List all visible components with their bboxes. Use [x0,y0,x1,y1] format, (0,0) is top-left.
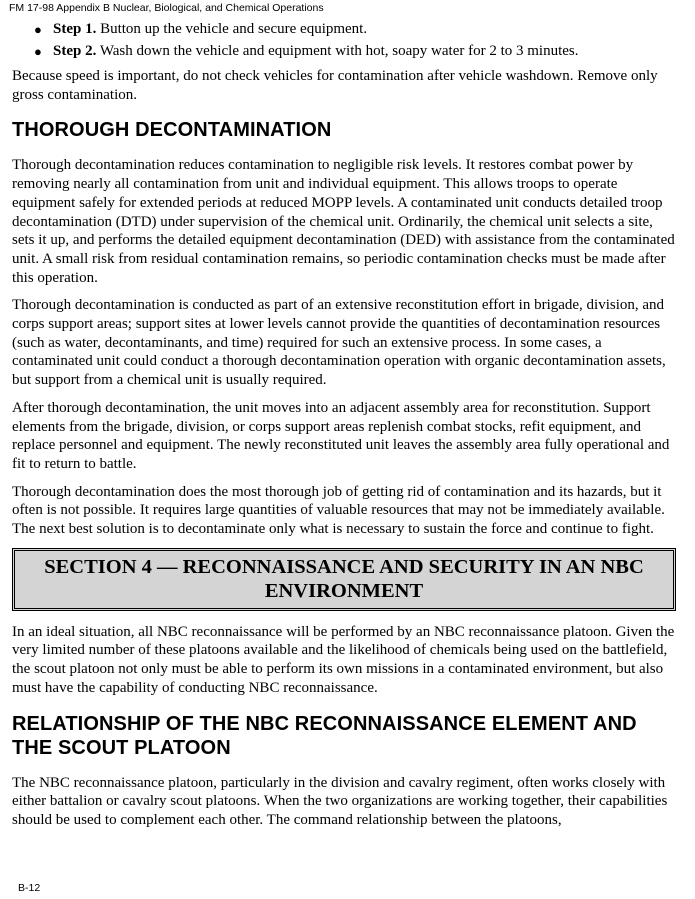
step-text: Wash down the vehicle and equipment with hot, soapy water for 2 to 3 minutes. [96,43,579,59]
step-list [12,20,676,61]
thorough-decon-heading: THOROUGH DECONTAMINATION [12,119,332,142]
paragraph: In an ideal situation, all NBC reconnaissance will be performed by an NBC reconnaissance platoon. Given the very limited number of these platoons available and the likelihood of chemicals being used on the battlefield, the scout platoon not only must be able to perform its own missions in a contaminated environment, but also must have the capability of conducting NBC reconnaissance. [12,623,675,696]
paragraph: Thorough decontamination does the most thorough job of getting rid of contamination and its hazards, but it often is not possible. It requires large quantities of valuable resources that may not be immediately available. The next best solution is to decontaminate only what is necessary to sustain the force and continue to fight. [12,483,665,538]
bullet-icon: ● [34,22,42,37]
list-item [12,20,676,39]
page-content [12,20,676,839]
paragraph: Thorough decontamination reduces contamination to negligible risk levels. It restores combat power by removing nearly all contamination from unit and individual equipment. This allows troops to operate equipment safely for extended periods at reduced MOPP levels. A contaminated unit conducts detailed troop decontamination (DTD) under supervision of the chemical unit. Ordinarily, the chemical unit selects a site, sets it up, and performs the detailed equipment decontamination (DED) with assistance from the contaminated unit. A small risk from residual contamination remains, so periodic contamination checks must be made after this operation. [12,157,675,286]
paragraph: Thorough decontamination is conducted as part of an extensive reconstitution effort in brigade, division, and corps support areas; support sites at lower levels cannot provide the quantities of decontamination resources (such as water, decontaminants, and time) required for such an extensive process. In some cases, a contaminated unit could conduct a thorough decontamination operation with organic decontamination assets, but support from a chemical unit is usually required. [12,297,666,389]
bullet-icon: ● [34,44,42,59]
running-header: FM 17-98 Appendix B Nuclear, Biological, and Chemical Operations [9,2,324,14]
intro-paragraph: Because speed is important, do not check vehicles for contamination after vehicle washdown. Remove only gross contamination. [12,68,658,103]
paragraph: After thorough decontamination, the unit moves into an adjacent assembly area for reconstitution. Support elements from the brigade, division, or corps support areas replenish combat stocks, refit equipment, and replace personnel and equipment. The newly reconstituted unit leaves the assembly area fully operational and fit to return to battle. [12,399,670,472]
step-label: Step 1. [53,21,97,37]
list-item [12,42,676,61]
step-text: Button up the vehicle and secure equipment. [96,21,368,37]
step-label: Step 2. [53,43,97,59]
page-number: B-12 [18,882,41,894]
section-title-box [12,548,676,611]
paragraph: The NBC reconnaissance platoon, particularly in the division and cavalry regiment, often works closely with either battalion or cavalry scout platoons. When the two organizations are working together, their capabilities should be used to complement each other. The command relationship between the platoons, [12,774,668,828]
relationship-heading: RELATIONSHIP OF THE NBC RECONNAISSANCE ELEMENT AND THE SCOUT PLATOON [12,712,637,759]
section-title: SECTION 4 — RECONNAISSANCE AND SECURITY IN AN NBC ENVIRONMENT [44,555,644,602]
